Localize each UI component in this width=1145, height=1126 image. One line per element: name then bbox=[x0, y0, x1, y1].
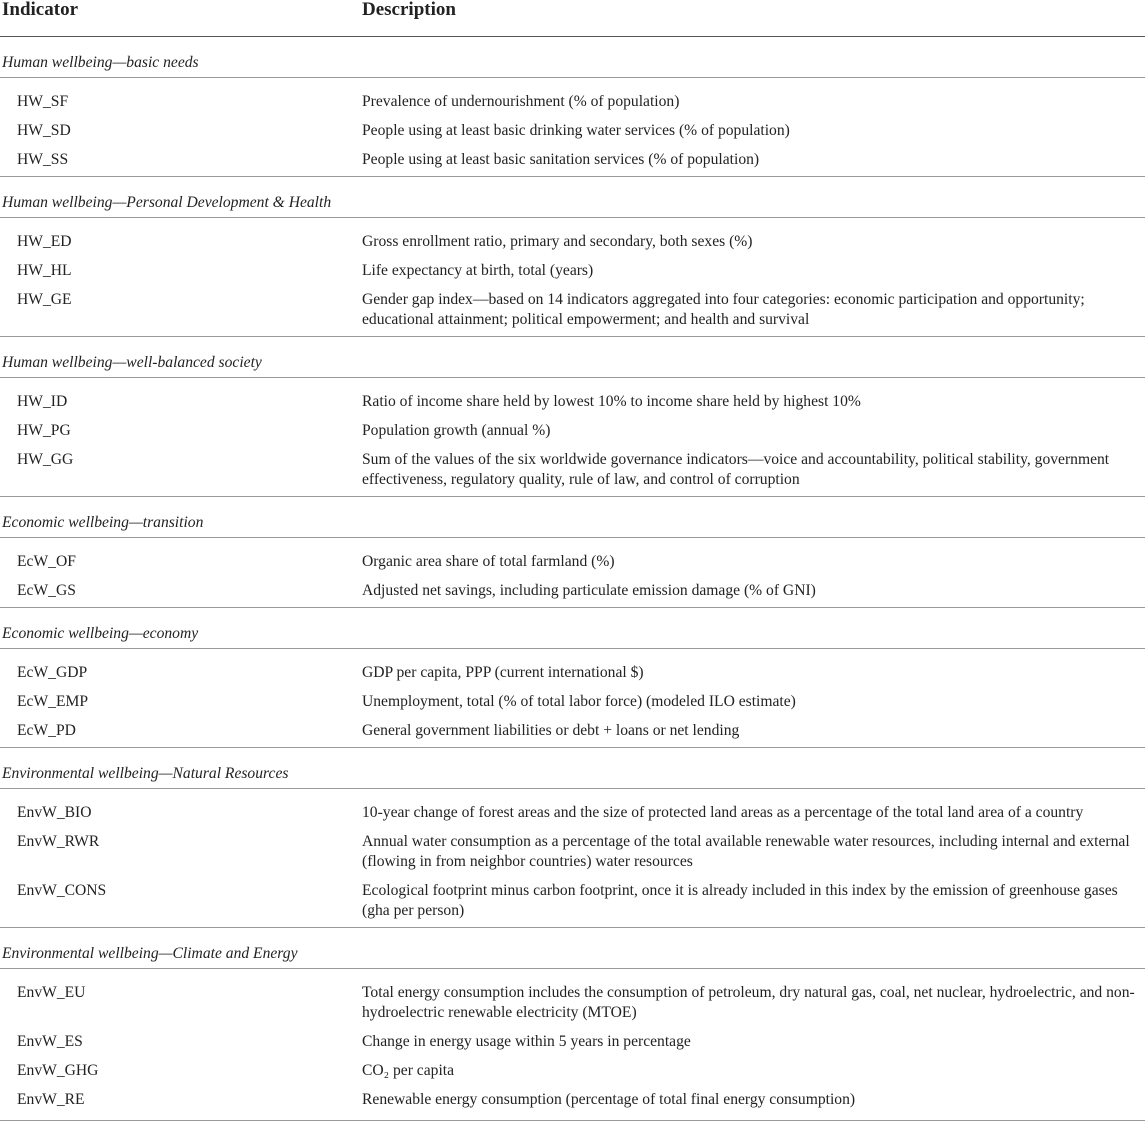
indicator-description: Life expectancy at birth, total (years) bbox=[362, 262, 594, 279]
indicator-code: HW_GE bbox=[17, 291, 72, 308]
table-row bbox=[0, 146, 1145, 177]
indicator-description: Unemployment, total (% of total labor force) (modeled ILO estimate) bbox=[362, 693, 796, 710]
table-row bbox=[0, 1086, 1145, 1116]
group-header-row bbox=[0, 177, 1145, 218]
indicator-description: Total energy consumption includes the consumption of petroleum, dry natural gas, coal, net nuclear, hydroelectric, and non-hydroelectric renewable electricity (MTOE) bbox=[362, 984, 1135, 1021]
table-header bbox=[0, 0, 1145, 37]
indicator-code: HW_SD bbox=[17, 122, 71, 139]
column-header-description: Description bbox=[362, 0, 1145, 37]
table-row bbox=[0, 286, 1145, 337]
indicator-description: Renewable energy consumption (percentage of total final energy consumption) bbox=[362, 1091, 856, 1108]
table-row bbox=[0, 446, 1145, 497]
indicator-code: EnvW_CONS bbox=[17, 882, 107, 899]
group-title: Economic wellbeing—transition bbox=[0, 497, 1145, 538]
indicator-code: EnvW_ES bbox=[17, 1033, 83, 1050]
indicator-description: People using at least basic drinking water services (% of population) bbox=[362, 122, 790, 139]
indicator-code: EcW_OF bbox=[17, 553, 76, 570]
indicator-code: EnvW_RWR bbox=[17, 833, 100, 850]
indicator-code: HW_SF bbox=[17, 93, 69, 110]
column-header-indicator: Indicator bbox=[0, 0, 362, 37]
indicator-description: People using at least basic sanitation services (% of population) bbox=[362, 151, 760, 168]
table-bottom-rule bbox=[0, 1116, 1145, 1121]
table-row bbox=[0, 969, 1145, 1029]
table-row bbox=[0, 78, 1145, 118]
table-row bbox=[0, 117, 1145, 146]
group-title: Human wellbeing—basic needs bbox=[0, 37, 1145, 78]
indicator-description: Adjusted net savings, including particulate emission damage (% of GNI) bbox=[362, 582, 816, 599]
table-row bbox=[0, 538, 1145, 578]
group-header-row bbox=[0, 608, 1145, 649]
indicator-code: HW_ED bbox=[17, 233, 72, 250]
table-row bbox=[0, 789, 1145, 829]
indicator-code: HW_SS bbox=[17, 151, 69, 168]
table-row bbox=[0, 1028, 1145, 1057]
table-row bbox=[0, 688, 1145, 717]
table-row bbox=[0, 1057, 1145, 1086]
indicator-description: Prevalence of undernourishment (% of population) bbox=[362, 93, 680, 110]
group-title: Environmental wellbeing—Natural Resources bbox=[0, 748, 1145, 789]
table-row bbox=[0, 417, 1145, 446]
table-row bbox=[0, 577, 1145, 608]
indicator-description: Gross enrollment ratio, primary and secondary, both sexes (%) bbox=[362, 233, 753, 250]
indicator-description: GDP per capita, PPP (current international $) bbox=[362, 664, 644, 681]
group-header-row bbox=[0, 497, 1145, 538]
indicator-description: Gender gap index—based on 14 indicators aggregated into four categories: economic participation and opportunity; educational attainment; political empowerment; and health and survival bbox=[362, 291, 1085, 328]
group-title: Human wellbeing—well-balanced society bbox=[0, 337, 1145, 378]
table-row bbox=[0, 828, 1145, 877]
indicator-description: General government liabilities or debt + loans or net lending bbox=[362, 722, 740, 739]
indicator-code: EnvW_BIO bbox=[17, 804, 92, 821]
group-title: Environmental wellbeing—Climate and Energy bbox=[0, 928, 1145, 969]
table-row bbox=[0, 257, 1145, 286]
bottom-rule-cell bbox=[0, 1116, 1145, 1121]
group-header-row bbox=[0, 337, 1145, 378]
indicator-code: EnvW_GHG bbox=[17, 1062, 99, 1079]
indicator-description: Ratio of income share held by lowest 10% to income share held by highest 10% bbox=[362, 393, 861, 410]
group-header-row bbox=[0, 928, 1145, 969]
table-row bbox=[0, 378, 1145, 418]
indicator-code: HW_ID bbox=[17, 393, 68, 410]
table-row bbox=[0, 877, 1145, 928]
indicator-code: EcW_PD bbox=[17, 722, 76, 739]
indicator-description: Population growth (annual %) bbox=[362, 422, 551, 439]
group-header-row bbox=[0, 748, 1145, 789]
indicator-description: Change in energy usage within 5 years in percentage bbox=[362, 1033, 691, 1050]
indicator-description: 10-year change of forest areas and the size of protected land areas as a percentage of the total land area of a country bbox=[362, 804, 1084, 821]
indicator-code: EcW_GS bbox=[17, 582, 76, 599]
indicator-code: EnvW_EU bbox=[17, 984, 86, 1001]
indicator-description: Sum of the values of the six worldwide governance indicators—voice and accountability, political stability, government effectiveness, regulatory quality, rule of law, and control of corruption bbox=[362, 451, 1110, 488]
table-body bbox=[0, 37, 1145, 1121]
indicator-code: EcW_GDP bbox=[17, 664, 88, 681]
indicator-description: Ecological footprint minus carbon footprint, once it is already included in this index by the emission of greenhouse gases (gha per person) bbox=[362, 882, 1118, 919]
indicator-code: HW_PG bbox=[17, 422, 71, 439]
table-row bbox=[0, 649, 1145, 689]
group-header-row bbox=[0, 37, 1145, 78]
indicator-description: CO₂ per capita bbox=[362, 1062, 455, 1079]
indicator-code: HW_GG bbox=[17, 451, 74, 468]
table-row bbox=[0, 717, 1145, 748]
group-title: Human wellbeing—Personal Development & Health bbox=[0, 177, 1145, 218]
group-title: Economic wellbeing—economy bbox=[0, 608, 1145, 649]
indicator-code: EcW_EMP bbox=[17, 693, 89, 710]
indicator-code: EnvW_RE bbox=[17, 1091, 85, 1108]
table-row bbox=[0, 218, 1145, 258]
indicator-description: Organic area share of total farmland (%) bbox=[362, 553, 615, 570]
indicator-description: Annual water consumption as a percentage of the total available renewable water resources, including internal and external (flowing in from neighbor countries) water resources bbox=[362, 833, 1130, 870]
indicator-code: HW_HL bbox=[17, 262, 72, 279]
